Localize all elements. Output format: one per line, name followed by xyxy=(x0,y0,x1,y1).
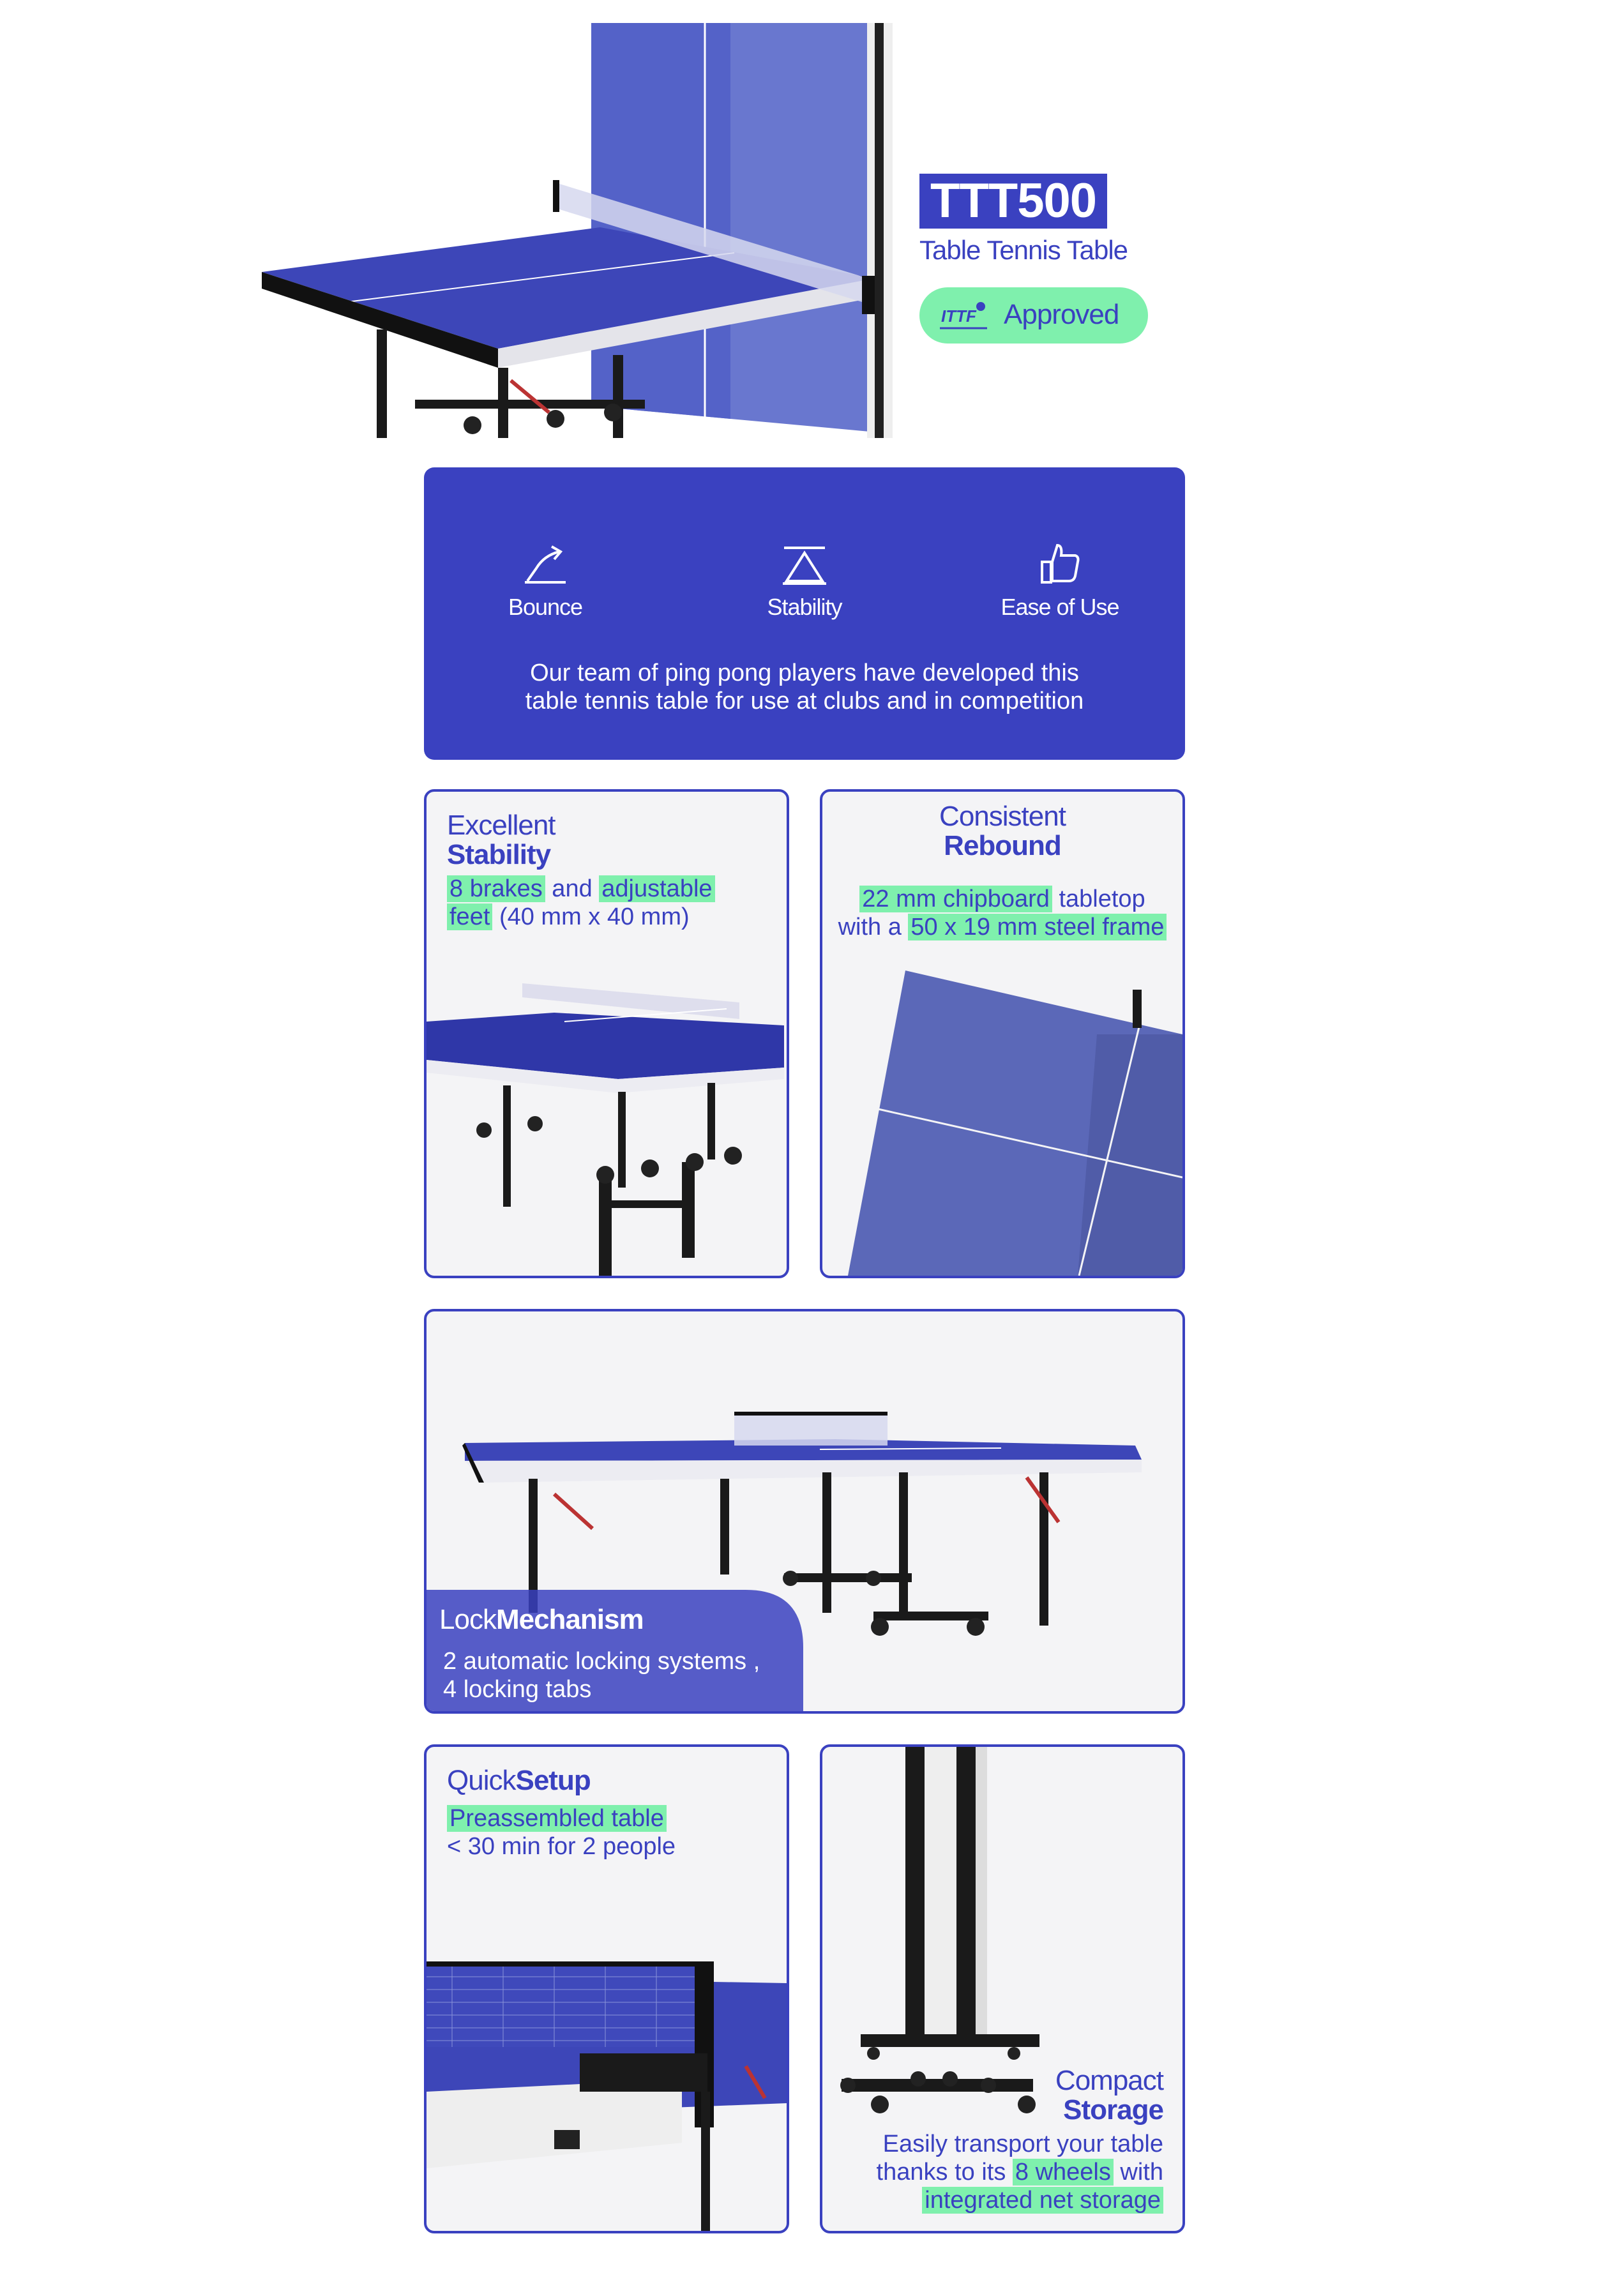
product-title: TTT500 xyxy=(919,174,1107,229)
rebound-highlight-frame: 50 x 19 mm steel frame xyxy=(908,914,1167,940)
features-description-line-2: table tennis table for use at clubs and in competition xyxy=(525,688,1084,714)
storage-text-with: with xyxy=(1113,2159,1163,2186)
features-description xyxy=(424,659,1185,715)
card-lock-mechanism xyxy=(424,1309,1185,1714)
card-rebound xyxy=(820,789,1185,1278)
storage-title xyxy=(1055,2066,1163,2125)
setup-title-light: Quick xyxy=(447,1765,516,1796)
rebound-description xyxy=(822,885,1182,941)
lock-title-bold: Mechanism xyxy=(495,1604,644,1635)
stability-title xyxy=(447,811,555,870)
rebound-title xyxy=(822,802,1182,861)
card-quick-setup xyxy=(424,1744,789,2233)
lock-description-line-2: 4 locking tabs xyxy=(443,1676,592,1703)
rebound-highlight-chipboard: 22 mm chipboard xyxy=(859,886,1052,912)
stability-highlight-feet: feet xyxy=(447,903,492,930)
rebound-text-with: with a xyxy=(838,914,909,940)
lock-description xyxy=(443,1647,760,1703)
storage-description-line-1: Easily transport your table xyxy=(882,2131,1163,2157)
approved-badge xyxy=(919,287,1148,344)
rebound-text-tabletop: tabletop xyxy=(1052,886,1145,912)
storage-text-thanks: thanks to its xyxy=(876,2159,1013,2186)
features-band xyxy=(424,467,1185,760)
stability-text-and: and xyxy=(545,875,600,902)
lock-description-line-1: 2 automatic locking systems , xyxy=(443,1648,760,1675)
storage-description xyxy=(877,2130,1163,2214)
stability-title-light: Excellent xyxy=(447,810,555,841)
storage-highlight-wheels: 8 wheels xyxy=(1013,2159,1114,2186)
storage-description-line-3 xyxy=(877,2186,1163,2214)
storage-highlight-net-storage: integrated net storage xyxy=(922,2187,1163,2214)
feature-ease-of-use-label: Ease of Use xyxy=(1001,594,1119,620)
stability-icon xyxy=(778,536,831,590)
storage-title-light: Compact xyxy=(1055,2065,1163,2096)
storage-description-line-2 xyxy=(877,2158,1163,2186)
rebound-title-light: Consistent xyxy=(939,801,1066,832)
setup-highlight-preassembled: Preassembled table xyxy=(447,1805,667,1832)
lock-title xyxy=(439,1605,644,1635)
svg-text:ITTF: ITTF xyxy=(941,306,976,326)
lock-title-light: Lock xyxy=(439,1604,496,1635)
ittf-logo-icon xyxy=(939,299,990,333)
card-compact-storage xyxy=(820,1744,1185,2233)
product-subtitle: Table Tennis Table xyxy=(919,235,1128,265)
stability-text-dimensions: (40 mm x 40 mm) xyxy=(492,903,690,930)
rebound-title-bold: Rebound xyxy=(944,830,1061,861)
feature-bounce xyxy=(449,536,641,621)
card-stability xyxy=(424,789,789,1278)
setup-description xyxy=(447,1804,676,1861)
setup-description-line-2: < 30 min for 2 people xyxy=(447,1833,676,1860)
bounce-icon xyxy=(518,536,572,590)
setup-title xyxy=(447,1766,591,1795)
rebound-tabletop-image xyxy=(822,792,1182,1276)
stability-highlight-adjustable: adjustable xyxy=(599,875,714,902)
stability-highlight-brakes: 8 brakes xyxy=(447,875,545,902)
feature-stability xyxy=(709,536,900,621)
feature-stability-label: Stability xyxy=(767,594,842,620)
feature-ease-of-use xyxy=(964,536,1156,621)
feature-bounce-label: Bounce xyxy=(508,594,583,620)
thumbs-up-icon xyxy=(1033,536,1087,590)
approved-text: Approved xyxy=(1004,299,1119,330)
setup-title-bold: Setup xyxy=(515,1765,591,1796)
stability-description xyxy=(447,875,766,931)
hero-table-image xyxy=(255,23,894,438)
features-description-line-1: Our team of ping pong players have developed this xyxy=(530,660,1079,686)
storage-title-bold: Storage xyxy=(1063,2094,1163,2126)
stability-title-bold: Stability xyxy=(447,839,551,870)
